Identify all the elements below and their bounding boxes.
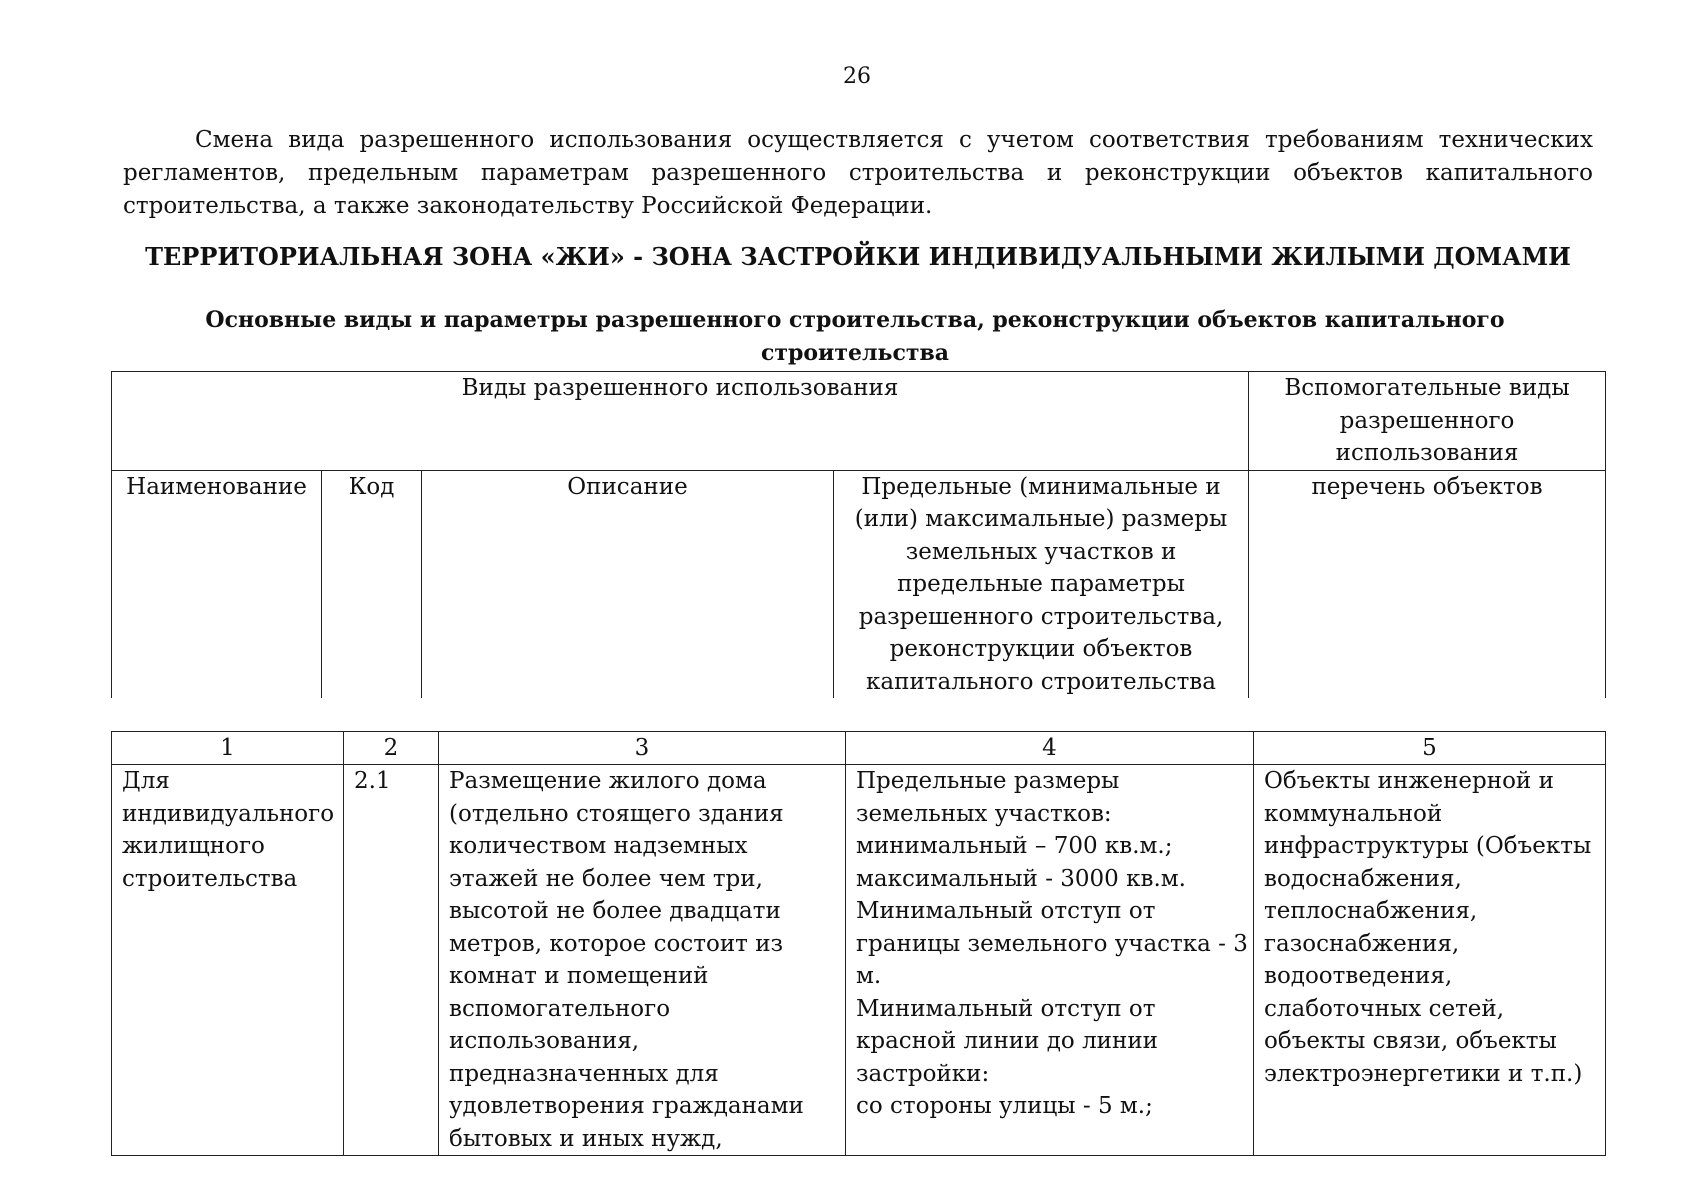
column-number: 4 bbox=[846, 732, 1254, 765]
col-desc-header: Описание bbox=[422, 470, 834, 698]
table-row bbox=[112, 765, 1606, 1156]
data-table bbox=[111, 731, 1606, 1156]
page-number: 26 bbox=[843, 64, 871, 89]
header-table bbox=[111, 371, 1606, 698]
col-code-header: Код bbox=[322, 470, 422, 698]
row-name: Для индивидуального жилищного строительства bbox=[112, 765, 344, 1156]
group-aux-header: Вспомогательные виды разрешенного использования bbox=[1249, 372, 1606, 471]
col-name-header: Наименование bbox=[112, 470, 322, 698]
column-number: 5 bbox=[1254, 732, 1606, 765]
col-limits-header: Предельные (минимальные и (или) максимальные) размеры земельных участков и предельные параметры разрешенного строительства, реконструкции объектов капитального строительства bbox=[834, 470, 1249, 698]
row-description: Размещение жилого дома (отдельно стоящего здания количеством надземных этажей не более чем три, высотой не более двадцати метров, которое состоит из комнат и помещений вспомогательного использования, предназначенных для удовлетворения гражданами бытовых и иных нужд, bbox=[439, 765, 846, 1156]
group-main-header: Виды разрешенного использования bbox=[112, 372, 1249, 471]
column-number-row bbox=[112, 732, 1606, 765]
intro-paragraph: Смена вида разрешенного использования осуществляется с учетом соответствия требованиям технических регламентов, предельным параметрам разрешенного строительства и реконструкции объектов капитального строительства, а также законодательству Российской Федерации. bbox=[123, 127, 1593, 219]
column-number: 3 bbox=[439, 732, 846, 765]
zone-title: ТЕРРИТОРИАЛЬНАЯ ЗОНА «ЖИ» - ЗОНА ЗАСТРОЙКИ ИНДИВИДУАЛЬНЫМИ ЖИЛЫМИ ДОМАМИ bbox=[145, 242, 1571, 271]
col-objects-header: перечень объектов bbox=[1249, 470, 1606, 698]
row-auxiliary: Объекты инженерной и коммунальной инфраструктуры (Объекты водоснабжения, теплоснабжения, газоснабжения, водоотведения, слаботочных сетей, объекты связи, объекты электроэнергетики и т.п.) bbox=[1254, 765, 1606, 1156]
row-limits: Предельные размеры земельных участков: минимальный – 700 кв.м.; максимальный - 3000 кв.м. Минимальный отступ от границы земельного участка - 3 м. Минимальный отступ от красной линии до линии застройки: со стороны улицы - 5 м.; bbox=[846, 765, 1254, 1156]
column-number: 2 bbox=[344, 732, 439, 765]
row-code: 2.1 bbox=[344, 765, 439, 1156]
column-number: 1 bbox=[112, 732, 344, 765]
table-title: Основные виды и параметры разрешенного строительства, реконструкции объектов капитального строительства bbox=[205, 307, 1505, 366]
